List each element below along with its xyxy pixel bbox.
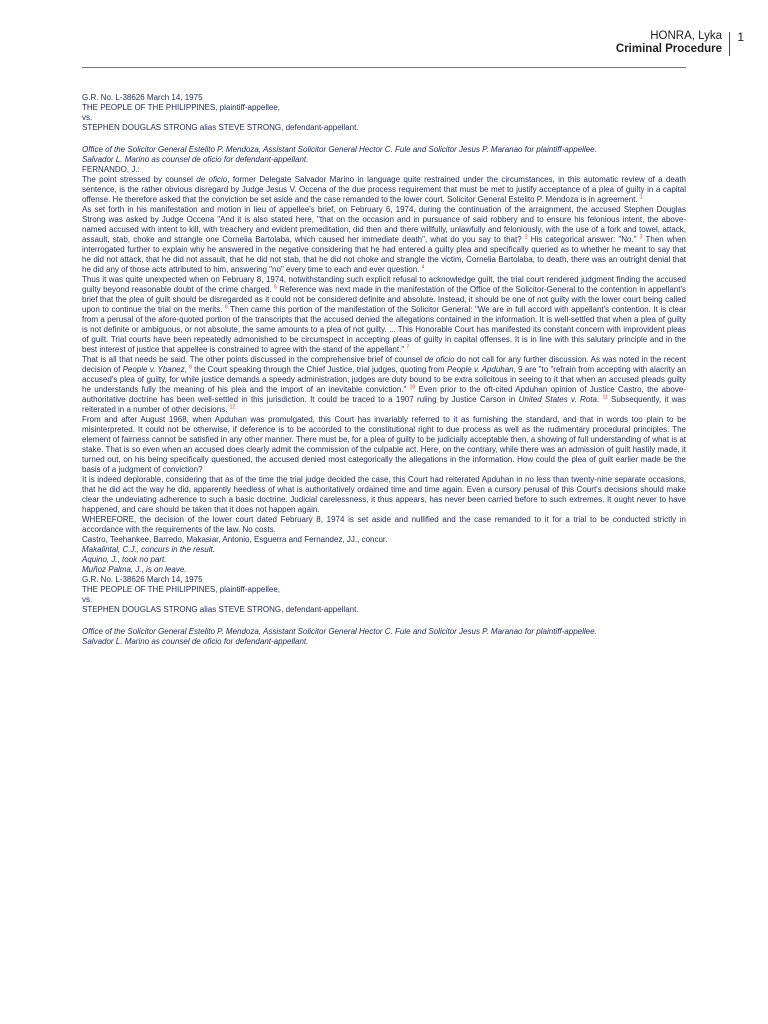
paragraph-text: Even prior to the oft-cited Apduhan opinion of Justice Castro, the above-authoritative doctrine has been well-settled in this jurisdiction. It could be traced to a 1907 ruling by Justice Carson in [82,385,686,404]
paragraph-text: The point stressed by counsel [82,175,197,184]
footnote-ref: 5 [274,284,277,291]
party-plaintiff: THE PEOPLE OF THE PHILIPPINES, plaintiff-appellee, [82,103,281,112]
party-plaintiff: THE PEOPLE OF THE PHILIPPINES, plaintiff-appellee, [82,585,281,594]
italic-citation: People v. Apduhan [446,365,514,374]
italic-citation: United States v. Rota [518,395,597,404]
opinion-paragraph [82,275,686,355]
counsel-appellant: Salvador L. Marino as counsel de oficio for defendant-appellant. [82,155,309,164]
opinion-paragraph [82,205,686,275]
paragraph-text: That is all that needs be said. The other points discussed in the comprehensive brief of counsel [82,355,425,364]
header-rule [82,67,686,68]
paragraph-text: , [184,365,190,374]
footnote-ref: 6 [225,304,228,311]
opinion-paragraph [82,175,686,205]
party-defendant: STEPHEN DOUGLAS STRONG alias STEVE STRONG, defendant-appellant. [82,605,359,614]
footnote-ref: 11 [602,394,608,401]
concurrence: Castro, Teehankee, Barredo, Makasiar, Antonio, Esguerra and Fernandez, JJ., concur. [82,535,388,544]
paragraph-text: Then came this portion of the manifestation of the Solicitor General: "We are in full accord with appellant's contention. It is clear from a perusal of the afore-quoted portion of the transcripts that the accused denied the allegations contained in the information. It is well-settled that when a plea of guilty is not definite or ambiguous, or not absolute, the same amounts to a plea of not guilty. ... This Honorable Court has manifested its constant concern with improvident pleas of guilt. Trial courts have been repeatedly admonished to be circumspect in accepting pleas of guilty in capital offenses. It is in line with this salutary principle and in the best interest of justice that appellee is constrained to agree with the stand of the appellant." [82,305,686,354]
footnote-ref: 8 [189,364,192,371]
paragraph-text: From and after August 1968, when Apduhan was promulgated, this Court has invariably referred to it as furnishing the standard, and that in words too plain to be misinterpreted. It could not be otherwise, if deference is to be accorded to the constitutional right to due process as well as the rudimentary procedural principles. The element of fairness cannot be satisfied in any other manner. There must be, for a plea of guilty to be judicially acceptable then, a showing of full understanding of what is at stake. That is so even when an accused does clearly admit the commission of the culpable act. Here, on the contrary, while there was an admission of guilt hastily made, it turned out, on his being specifically questioned, the accused denied most categorically the allegations in the information. How could the plea of guilt earlier made be the basis of a judgment of conviction? [82,415,686,474]
header-author: HONRA, Lyka [650,30,722,42]
footnote-ref: 4 [421,264,425,271]
footnote-ref: 12 [229,404,236,411]
paragraph-text: . [596,395,603,404]
header-divider [729,32,730,56]
page-number: 1 [737,30,744,44]
paragraph-text: Thus it was quite unexpected when on February 8, 1974, notwithstanding such explicit refusal to acknowledge guilt, the trial court rendered judgment finding the accused guilty beyond reasonable doubt of the crime charged. [82,275,686,294]
footnote-ref: 2 [524,234,528,241]
opinion-paragraph [82,475,686,515]
case-caption-repeat [82,575,686,615]
paragraph-text: His categorical answer: "No." [527,235,640,244]
paragraph-text: It is indeed deplorable, considering that as of the time the trial judge decided the case, this Court had reiterated Apduhan in no less than twenty-nine separate occasions, that he did act the way he did, apparently heedless of what is authoritatively ordained time and time again. Even a cursory perusal of this Court's decisions should make clear the undeviating adherence to such a basic doctrine. Judicial carelessness, it thus appears, has never been carried before to such extremes. It ought never to have happened, and care should be taken that it does not happen again. [82,475,686,514]
ponente: FERNANDO, J.: [82,165,140,174]
note-makalintal: Makalintal, C.J., concurs in the result. [82,545,215,554]
opinion-paragraphs [82,175,686,535]
counsel-appellee: Office of the Solicitor General Estelito P. Mendoza, Assistant Solicitor General Hector C. Fule and Solicitor Jesus P. Maranao for plaintiff-appellee. [82,627,597,636]
case-number: G.R. No. L-38626 March 14, 1975 [82,575,203,584]
note-munoz-palma: Muñoz Palma, J., is on leave. [82,565,187,574]
italic-citation: People v. Ybanez [122,365,185,374]
case-caption [82,93,686,133]
footnote-ref: 1 [639,194,643,201]
paragraph-text: WHEREFORE, the decision of the lower court dated February 8, 1974 is set aside and nullified and the case remanded to it for a trial to be conducted strictly in accordance with the requirements of the law. No costs. [82,515,686,534]
paragraph-text: do not call for any further discussion. As was noted in the recent decision of [82,355,687,374]
italic-citation: de oficio [424,355,455,364]
paragraph-text: , 9 are "to "refrain from accepting with alacrity an accused's plea of guilty, for while justice demands a speedy administration, judges are duty bound to be extra solicitous in seeing to it that when an accused pleads guilty he understands fully the meaning of his plea and the import of an inevitable conviction." [82,365,686,394]
versus: vs. [82,113,93,122]
header-text [616,30,722,56]
footnote-ref: 3 [639,234,643,241]
opinion-paragraph [82,515,686,535]
counsel-appellee: Office of the Solicitor General Estelito P. Mendoza, Assistant Solicitor General Hector C. Fule and Solicitor Jesus P. Maranao for plaintiff-appellee. [82,145,597,154]
paragraph-text: As set forth in his manifestation and motion in lieu of appellee's brief, on February 6, 1974, during the continuation of the arraignment, the accused Stephen Douglas Strong was asked by Judge Occena "And it is also stated here, "that on the occasion and in pursuance of said robbery and to ensure his felonious intent, the above-named accused with intent to kill, with treachery and evident premeditation, did then and there willfully, unlawfully and feloniously, with the use of a fork and towel, attack, assault, stab, choke and strangle one Cornelia Bartolaba, which caused her immediate death", what do you say to that? [82,205,686,244]
counsel-appellant: Salvador L. Marino as counsel de oficio for defendant-appellant. [82,637,309,646]
footnote-ref: 7 [406,344,410,351]
italic-citation: de oficio [196,175,228,184]
footnote-ref: 10 [409,384,416,391]
header-course: Criminal Procedure [615,43,722,55]
party-defendant: STEPHEN DOUGLAS STRONG alias STEVE STRONG, defendant-appellant. [82,123,359,132]
paragraph-text: the Court speaking through the Chief Justice, trial judges, quoting from [191,365,447,374]
opinion-paragraph [82,355,686,415]
paragraph-text: Reference was next made in the manifestation of the Office of the Solicitor-General to the contention in appellant's brief that the plea of guilt should be disregarded as it could not be considered definite and absolute. Instead, it should be one of not guilty with the lower court being called upon to continue the trial on the merits. [82,285,686,314]
paragraph-text: Subsequently, it was reiterated in a number of other decisions. [82,395,687,414]
paragraph-text: , former Delegate Salvador Marino in language quite restrained under the circumstances, in this automatic review of a death sentence, is the rather obvious disregard by Judge Jesus V. Occena of the due process requirement that must be met to justify acceptance of a plea of guilty in a capital offense. He therefore asked that the conviction be set aside and the case remanded to the lower court. Solicitor General Estelito P. Mendoza is in agreement. [82,175,687,204]
paragraph-text: Then when interrogated further to explain why he answered in the negative considering that he had entered a guilty plea and specifically queried as to whether he meant to say that he did not attack, that he did not assault, that he did not stab, that he did not choke and strangle the victim, Cornelia Bartolaba, to death, there was an outright denial that he did any of those acts attributed to him, answering "no" every time to each and ever question. [82,235,686,274]
note-aquino: Aquino, J., took no part. [82,555,167,564]
versus: vs. [82,595,93,604]
document-body [82,93,686,647]
page-header [444,30,744,60]
case-number: G.R. No. L-38626 March 14, 1975 [82,93,203,102]
opinion-paragraph [82,415,686,475]
